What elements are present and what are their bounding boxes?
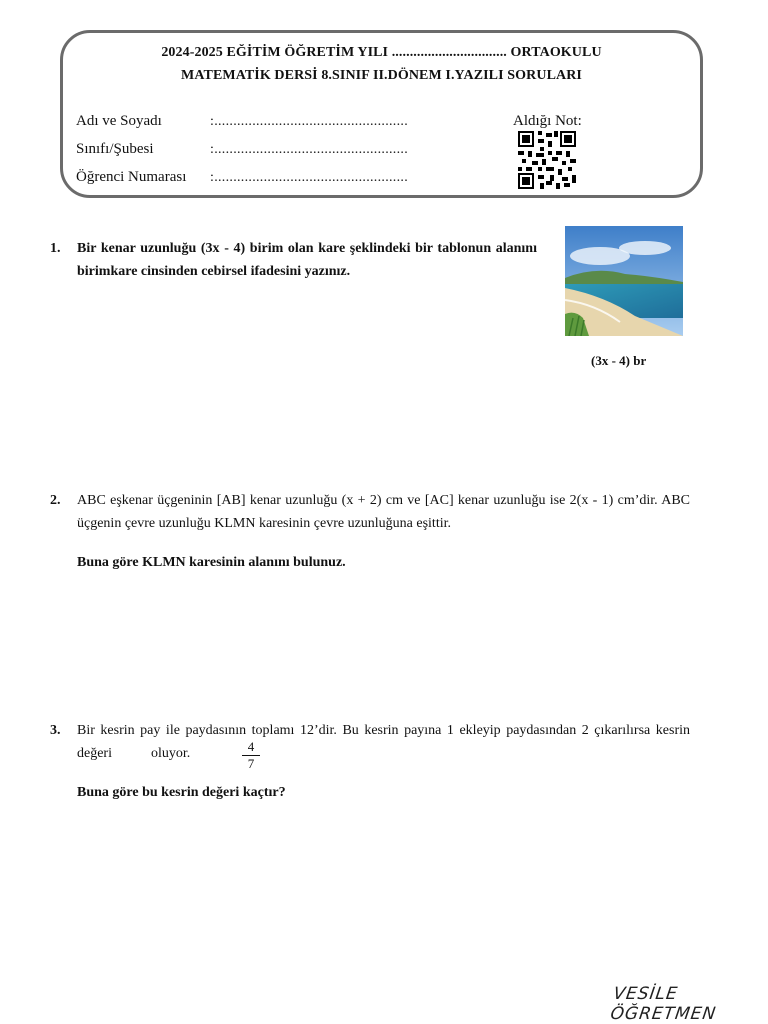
name-field[interactable]: :................................................... [210, 114, 408, 129]
student-number-field[interactable]: :................................................... [210, 170, 408, 185]
header-title-line1: 2024-2025 EĞİTİM ÖĞRETİM YILI ................................ ORTAOKULU [161, 45, 602, 60]
teacher-signature: VESİLE ÖĞRETMEN [609, 984, 718, 1024]
class-label: Sınıfı/Şubesi [76, 141, 154, 157]
header-title-line2: MATEMATİK DERSİ 8.SINIF II.DÖNEM I.YAZILI SORULARI [181, 68, 582, 83]
question-2-text: ABC eşkenar üçgeninin [AB] kenar uzunluğu (x + 2) cm ve [AC] kenar uzunluğu ise 2(x - 1) cm’dir. ABC üçgenin çevre uzunluğu KLMN karesinin çevre uzunluğuna eşittir. [77, 493, 690, 531]
question-1-number: 1. [50, 241, 61, 256]
class-field[interactable]: :................................................... [210, 142, 408, 157]
fraction-denominator: 7 [247, 756, 255, 771]
fraction-numerator: 4 [247, 739, 255, 754]
question-3-text [77, 719, 690, 765]
qr-code-icon [518, 131, 576, 189]
question-2-prompt: Buna göre KLMN karesinin alanını bulunuz. [77, 555, 346, 570]
painting-side-label: (3x - 4) br [591, 353, 647, 368]
question-3-number: 3. [50, 723, 61, 738]
beach-painting-image [565, 226, 683, 336]
fraction [242, 740, 260, 771]
student-number-label: Öğrenci Numarası [76, 169, 187, 185]
question-3-text-part1: Bir kesrin pay ile paydasının toplamı 12’dir. Bu kesrin payına 1 ekleyip paydasından 2 çıkarılırsa kesrin değeri [77, 723, 690, 761]
name-label: Adı ve Soyadı [76, 113, 162, 129]
question-2-number: 2. [50, 493, 61, 508]
question-3-text-part2: oluyor. [150, 746, 191, 761]
question-1-text: Bir kenar uzunluğu (3x - 4) birim olan kare şeklindeki bir tablonun alanını birimkare cinsinden cebirsel ifadesini yazınız. [77, 241, 537, 279]
exam-header [60, 30, 703, 198]
grade-label: Aldığı Not: [513, 113, 582, 129]
question-3-prompt: Buna göre bu kesrin değeri kaçtır? [77, 785, 286, 800]
